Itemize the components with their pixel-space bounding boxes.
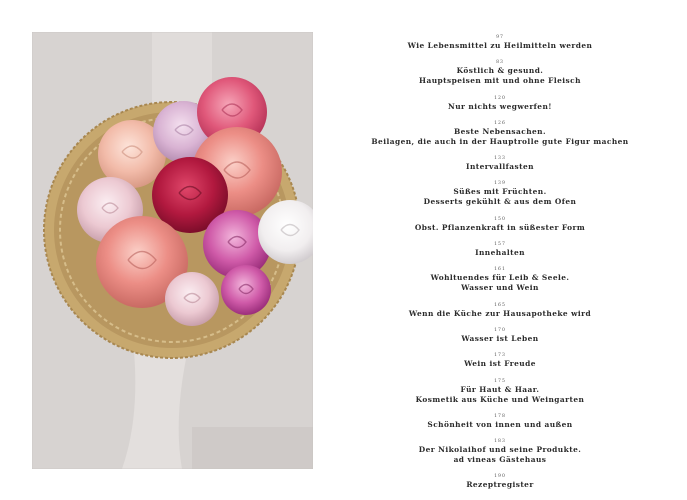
toc-title-line: Intervallfasten (466, 162, 534, 172)
toc-title-line: Wohltuendes für Leib & Seele. (430, 273, 570, 283)
toc-title-line: Nur nichts wegwerfen! (448, 101, 552, 111)
toc-entry (370, 473, 630, 490)
rose-basket-illustration (32, 32, 313, 469)
toc-title-line: Hauptspeisen mit und ohne Fleisch (419, 76, 581, 86)
toc-entry (370, 155, 630, 172)
toc-title-line: Köstlich & gesund. (456, 66, 544, 76)
toc-title-line: Wie Lebensmittel zu Heilmitteln werden (407, 41, 593, 50)
toc-entry (370, 180, 630, 207)
toc-page-number: 97 (496, 35, 504, 40)
toc-title-line: Wasser und Wein (461, 283, 539, 293)
toc-entry (370, 352, 630, 369)
toc-page-number: 173 (494, 353, 506, 359)
toc-title-line: Wasser ist Leben (461, 333, 539, 343)
toc-entry (370, 266, 630, 293)
rose-basket-photo (32, 32, 313, 469)
toc-title-line: Kosmetik aus Küche und Weingarten (415, 394, 585, 404)
toc-entry (370, 378, 630, 405)
toc-entry (370, 302, 630, 319)
toc-page-number: 161 (494, 267, 506, 273)
toc-entry (370, 59, 630, 86)
toc-entry (370, 95, 630, 112)
toc-entry (370, 413, 630, 430)
toc-entry (370, 216, 630, 233)
toc-title-line: Rezeptregister (466, 480, 534, 490)
toc-entry (370, 327, 630, 344)
toc-entry (370, 241, 630, 258)
toc-page-number: 126 (494, 120, 506, 126)
toc-title-line: Obst. Pflanzenkraft in süßester Form (414, 222, 586, 232)
toc-title-line: ad vineas Gästehaus (453, 455, 547, 465)
toc-page-number: 175 (494, 378, 506, 384)
table-of-contents (370, 34, 630, 499)
toc-entry (370, 34, 630, 51)
toc-page-number: 139 (494, 181, 506, 187)
toc-title-line: Beste Nebensachen. (453, 126, 547, 136)
toc-title-line: Für Haut & Haar. (460, 384, 540, 394)
toc-entry (370, 438, 630, 465)
toc-entry (370, 120, 630, 147)
toc-title-line: Wein ist Freude (464, 359, 536, 369)
toc-page-number: 133 (494, 156, 506, 162)
toc-page-number: 178 (494, 413, 506, 419)
toc-title-line: Beilagen, die auch in der Hauptrolle gute Figur machen (371, 136, 629, 146)
toc-page-number: 83 (496, 60, 504, 66)
toc-page-number: 157 (494, 242, 506, 248)
toc-page-number: 190 (494, 474, 506, 480)
toc-title-line: Wenn die Küche zur Hausapotheke wird (408, 308, 592, 318)
toc-title-line: Der Nikolaihof und seine Produkte. (418, 445, 582, 455)
toc-page-number: 170 (494, 327, 506, 333)
toc-title-line: Süßes mit Früchten. (453, 187, 547, 197)
toc-title-line: Desserts gekühlt & aus dem Ofen (423, 197, 577, 207)
toc-title-line: Innehalten (475, 248, 525, 258)
toc-page-number: 150 (494, 216, 506, 222)
toc-page-number: 165 (494, 302, 506, 308)
toc-title-line: Schönheit von innen und außen (427, 419, 573, 429)
toc-page-number: 183 (494, 439, 506, 445)
toc-page-number: 120 (494, 95, 506, 101)
